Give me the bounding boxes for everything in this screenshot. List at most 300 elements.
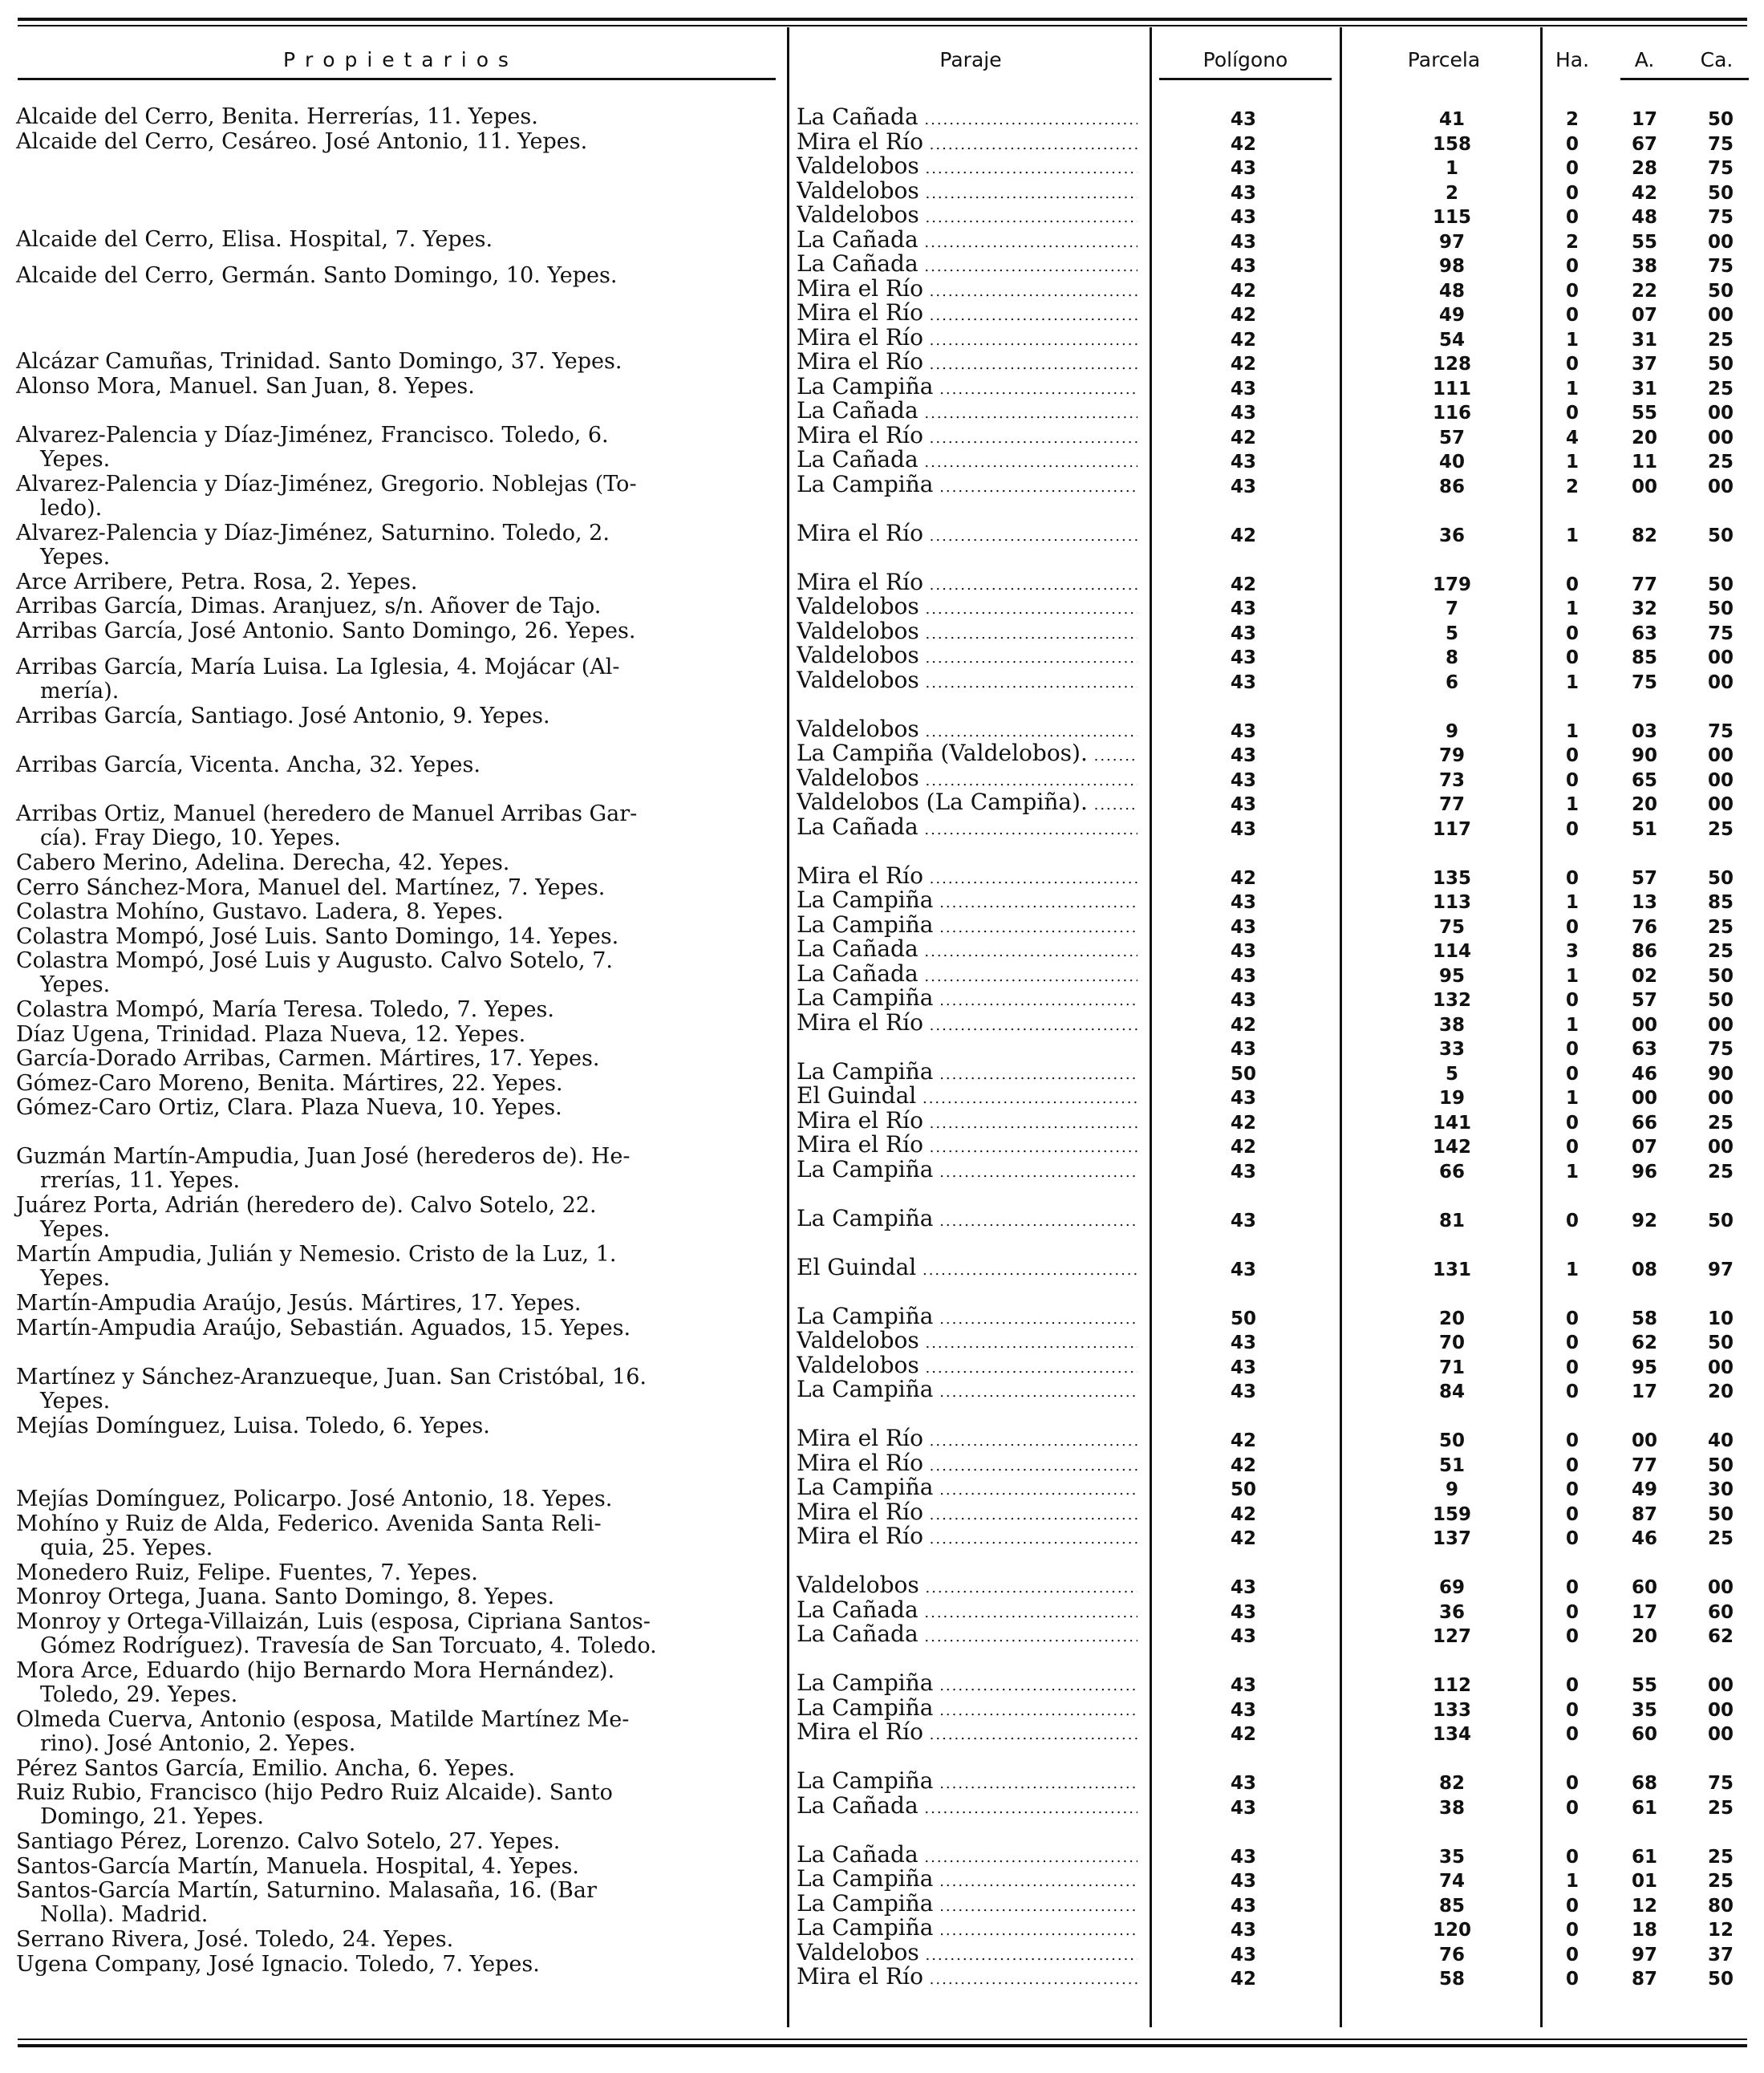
centiareas-cell: 90 — [1707, 1063, 1734, 1085]
owner-text-line: Colastra Mohíno, Gustavo. Ladera, 8. Yepes. — [16, 899, 504, 925]
centiareas-cell: 25 — [1707, 818, 1734, 840]
centiareas-cell: 30 — [1707, 1479, 1734, 1500]
centiareas-cell: 50 — [1707, 354, 1734, 375]
centiareas-cell: 00 — [1707, 647, 1734, 668]
hectareas-cell: 0 — [1565, 182, 1579, 204]
hectareas-cell: 0 — [1565, 1381, 1579, 1402]
hectareas-cell: 1 — [1565, 525, 1579, 546]
areas-cell: 00 — [1631, 1430, 1657, 1451]
parcela-cell: 1 — [1445, 158, 1458, 179]
areas-cell: 55 — [1631, 403, 1657, 424]
hectareas-cell: 0 — [1565, 158, 1579, 179]
hectareas-cell: 0 — [1565, 354, 1579, 375]
poligono-cell: 43 — [1230, 794, 1256, 815]
poligono-cell: 43 — [1230, 378, 1256, 400]
owner-entry — [16, 350, 774, 374]
owner-entry — [16, 1487, 774, 1511]
owner-text-line: Gómez-Caro Moreno, Benita. Mártires, 22. Yepes. — [16, 1070, 563, 1096]
paraje-cell: Mira el Río ..... — [797, 1011, 1137, 1038]
parcela-cell: 40 — [1438, 452, 1465, 473]
poligono-cell: 43 — [1230, 1577, 1256, 1598]
parcela-cell: 116 — [1432, 403, 1471, 424]
paraje-cell: La Campiña (Valdelobos). ..... — [797, 741, 1137, 769]
centiareas-cell: 50 — [1707, 182, 1734, 204]
header-underline — [1159, 78, 1332, 80]
centiareas-cell: 50 — [1707, 1969, 1734, 1990]
areas-cell: 55 — [1631, 231, 1657, 253]
owner-text-line: Toledo, 29. Yepes. — [40, 1682, 238, 1707]
owner-text-line: Nolla). Madrid. — [40, 1902, 209, 1928]
centiareas-cell: 50 — [1707, 867, 1734, 889]
owner-entry — [16, 1879, 774, 1927]
areas-cell: 63 — [1631, 1039, 1657, 1060]
centiareas-cell: 00 — [1707, 1137, 1734, 1158]
areas-cell: 38 — [1631, 256, 1657, 277]
owner-text-line: Arribas García, Vicenta. Ancha, 32. Yepes. — [16, 753, 481, 778]
centiareas-cell: 25 — [1707, 329, 1734, 351]
parcela-cell: 132 — [1432, 990, 1471, 1011]
parcela-cell: 141 — [1432, 1112, 1471, 1134]
centiareas-cell: 75 — [1707, 133, 1734, 155]
areas-cell: 95 — [1631, 1357, 1657, 1378]
poligono-cell: 42 — [1230, 354, 1256, 375]
poligono-cell: 43 — [1230, 109, 1256, 130]
hectareas-cell: 2 — [1565, 109, 1579, 130]
centiareas-cell: 00 — [1707, 1675, 1734, 1696]
owner-text-line: Arribas García, Santiago. José Antonio, 9. Yepes. — [16, 704, 550, 729]
areas-cell: 76 — [1631, 916, 1657, 938]
hectareas-cell: 0 — [1565, 818, 1579, 840]
hectareas-cell: 0 — [1565, 1137, 1579, 1158]
top-rule-thick — [18, 18, 1747, 21]
parcela-cell: 82 — [1438, 1773, 1465, 1794]
owner-text-line: Arribas García, José Antonio. Santo Domingo, 26. Yepes. — [16, 618, 636, 643]
paraje-cell: Valdelobos ..... — [797, 717, 1137, 744]
centiareas-cell: 25 — [1707, 452, 1734, 473]
hectareas-cell: 0 — [1565, 745, 1579, 766]
paraje-cell: La Cañada ..... — [797, 962, 1137, 989]
centiareas-cell: 25 — [1707, 1797, 1734, 1819]
areas-cell: 61 — [1631, 1846, 1657, 1868]
paraje-cell: Valdelobos ..... — [797, 154, 1137, 181]
hectareas-cell: 1 — [1565, 671, 1579, 693]
parcela-cell: 50 — [1438, 1430, 1465, 1451]
parcela-cell: 77 — [1438, 794, 1465, 815]
owner-text-line: mería). — [40, 679, 120, 704]
owner-entry — [16, 1316, 774, 1341]
poligono-cell: 43 — [1230, 158, 1256, 179]
hectareas-cell: 0 — [1565, 1773, 1579, 1794]
owner-text-line: Alvarez-Palencia y Díaz-Jiménez, Gregorio. Noblejas (To- — [16, 471, 637, 497]
poligono-cell: 43 — [1230, 1381, 1256, 1402]
owner-text-line: Martínez y Sánchez-Aranzueque, Juan. San Cristóbal, 16. — [16, 1364, 647, 1389]
parcela-cell: 48 — [1438, 280, 1465, 302]
areas-cell: 58 — [1631, 1308, 1657, 1329]
poligono-cell: 43 — [1230, 1675, 1256, 1696]
poligono-cell: 42 — [1230, 1724, 1256, 1745]
areas-cell: 46 — [1631, 1528, 1657, 1549]
areas-cell: 07 — [1631, 305, 1657, 326]
parcela-cell: 49 — [1438, 305, 1465, 326]
parcela-cell: 133 — [1432, 1699, 1471, 1721]
owner-text-line: Colastra Mompó, María Teresa. Toledo, 7. Yepes. — [16, 997, 554, 1023]
centiareas-cell: 50 — [1707, 598, 1734, 619]
areas-cell: 77 — [1631, 1454, 1657, 1476]
owner-text-line: Monedero Ruiz, Felipe. Fuentes, 7. Yepes. — [16, 1560, 478, 1585]
poligono-cell: 43 — [1230, 818, 1256, 840]
owner-entry — [16, 704, 774, 728]
paraje-cell: La Cañada ..... — [797, 448, 1137, 475]
areas-cell: 22 — [1631, 280, 1657, 302]
centiareas-cell: 00 — [1707, 769, 1734, 791]
owner-entry — [16, 1023, 774, 1047]
areas-cell: 17 — [1631, 1601, 1657, 1623]
poligono-cell: 42 — [1230, 305, 1256, 326]
areas-cell: 28 — [1631, 158, 1657, 179]
owner-entry — [16, 105, 774, 129]
owner-text-line: Ruiz Rubio, Francisco (hijo Pedro Ruiz Alcaide). Santo — [16, 1780, 613, 1806]
parcela-cell: 9 — [1445, 1479, 1458, 1500]
paraje-cell: La Campiña ..... — [797, 1475, 1137, 1503]
areas-cell: 02 — [1631, 965, 1657, 987]
poligono-cell: 43 — [1230, 598, 1256, 619]
paraje-cell: La Campiña ..... — [797, 1671, 1137, 1698]
owner-entry — [16, 949, 774, 997]
areas-cell: 07 — [1631, 1137, 1657, 1158]
owner-text-line: Arce Arribere, Petra. Rosa, 2. Yepes. — [16, 569, 418, 594]
owner-entry — [16, 228, 774, 252]
owner-text-line: Arribas García, Dimas. Aranjuez, s/n. Añover de Tajo. — [16, 594, 602, 619]
hectareas-cell: 1 — [1565, 965, 1579, 987]
hectareas-cell: 1 — [1565, 329, 1579, 351]
parcela-cell: 71 — [1438, 1357, 1465, 1378]
poligono-cell: 43 — [1230, 745, 1256, 766]
centiareas-cell: 00 — [1707, 305, 1734, 326]
poligono-cell: 43 — [1230, 207, 1256, 228]
areas-cell: 20 — [1631, 1626, 1657, 1647]
parcela-cell: 2 — [1445, 182, 1458, 204]
areas-cell: 82 — [1631, 525, 1657, 546]
paraje-cell: La Campiña ..... — [797, 1304, 1137, 1332]
header-poligono: Polígono — [1202, 47, 1288, 71]
owner-text-line: Domingo, 21. Yepes. — [40, 1804, 264, 1830]
hectareas-cell: 2 — [1565, 476, 1579, 497]
poligono-cell: 43 — [1230, 1920, 1256, 1941]
owner-entry — [16, 1096, 774, 1120]
centiareas-cell: 40 — [1707, 1430, 1734, 1451]
poligono-cell: 43 — [1230, 231, 1256, 253]
areas-cell: 32 — [1631, 598, 1657, 619]
parcela-cell: 33 — [1438, 1039, 1465, 1060]
parcela-cell: 135 — [1432, 867, 1471, 889]
centiareas-cell: 25 — [1707, 1112, 1734, 1134]
hectareas-cell: 1 — [1565, 1014, 1579, 1036]
areas-cell: 00 — [1631, 1014, 1657, 1036]
paraje-cell: La Cañada ..... — [797, 1794, 1137, 1821]
parcela-cell: 35 — [1438, 1846, 1465, 1868]
owner-entry — [16, 802, 774, 850]
areas-cell: 63 — [1631, 623, 1657, 644]
paraje-cell: Valdelobos ..... — [797, 1329, 1137, 1356]
owner-text-line: Juárez Porta, Adrián (heredero de). Calvo Sotelo, 22. — [16, 1193, 597, 1219]
parcela-cell: 79 — [1438, 745, 1465, 766]
areas-cell: 61 — [1631, 1797, 1657, 1819]
parcela-cell: 58 — [1438, 1969, 1465, 1990]
paraje-cell: La Cañada ..... — [797, 228, 1137, 255]
areas-cell: 00 — [1631, 476, 1657, 497]
owner-text-line: ledo). — [40, 495, 103, 521]
parcela-cell: 128 — [1432, 354, 1471, 375]
hectareas-cell: 0 — [1565, 1969, 1579, 1990]
paraje-cell: La Cañada ..... — [797, 105, 1137, 132]
parcela-cell: 7 — [1445, 598, 1458, 619]
areas-cell: 96 — [1631, 1161, 1657, 1183]
hectareas-cell: 0 — [1565, 280, 1579, 302]
header-parcela: Parcela — [1407, 47, 1481, 71]
column-divider — [1540, 27, 1543, 2027]
paraje-cell: La Campiña ..... — [797, 1916, 1137, 1943]
areas-cell: 68 — [1631, 1773, 1657, 1794]
areas-cell: 85 — [1631, 647, 1657, 668]
poligono-cell: 43 — [1230, 452, 1256, 473]
poligono-cell: 42 — [1230, 1454, 1256, 1476]
centiareas-cell: 75 — [1707, 720, 1734, 742]
hectareas-cell: 0 — [1565, 403, 1579, 424]
hectareas-cell: 0 — [1565, 1479, 1579, 1500]
areas-cell: 57 — [1631, 867, 1657, 889]
areas-cell: 48 — [1631, 207, 1657, 228]
owner-entry — [16, 1659, 774, 1707]
owner-entry — [16, 1585, 774, 1609]
poligono-cell: 42 — [1230, 1430, 1256, 1451]
poligono-cell: 43 — [1230, 1871, 1256, 1892]
owner-text-line: Pérez Santos García, Emilio. Ancha, 6. Yepes. — [16, 1755, 516, 1781]
owner-text-line: Alcaide del Cerro, Cesáreo. José Antonio, 11. Yepes. — [16, 128, 588, 154]
paraje-cell: La Campiña ..... — [797, 1769, 1137, 1796]
poligono-cell: 43 — [1230, 1357, 1256, 1378]
paraje-cell: La Cañada ..... — [797, 1598, 1137, 1625]
owner-text-line: Gómez-Caro Ortiz, Clara. Plaza Nueva, 10. Yepes. — [16, 1095, 562, 1121]
header-ca: Ca. — [1700, 47, 1734, 71]
header-a: A. — [1634, 47, 1655, 71]
parcela-cell: 66 — [1438, 1161, 1465, 1183]
areas-cell: 51 — [1631, 818, 1657, 840]
paraje-cell: Mira el Río ..... — [797, 424, 1137, 451]
hectareas-cell: 0 — [1565, 1724, 1579, 1745]
header-underline — [1620, 78, 1749, 80]
centiareas-cell: 75 — [1707, 1773, 1734, 1794]
parcela-cell: 57 — [1438, 427, 1465, 448]
owner-entry — [16, 1243, 774, 1291]
owner-entry — [16, 876, 774, 900]
areas-cell: 87 — [1631, 1969, 1657, 1990]
hectareas-cell: 2 — [1565, 231, 1579, 253]
areas-cell: 35 — [1631, 1699, 1657, 1721]
owner-text-line: Yepes. — [40, 544, 111, 570]
owner-entry — [16, 998, 774, 1022]
paraje-cell: Mira el Río ..... — [797, 1133, 1137, 1160]
paraje-cell: El Guindal ..... — [797, 1256, 1137, 1283]
areas-cell: 31 — [1631, 378, 1657, 400]
poligono-cell: 43 — [1230, 1846, 1256, 1868]
areas-cell: 42 — [1631, 182, 1657, 204]
owner-entry — [16, 851, 774, 875]
areas-cell: 18 — [1631, 1920, 1657, 1941]
poligono-cell: 42 — [1230, 525, 1256, 546]
poligono-cell: 43 — [1230, 1944, 1256, 1965]
poligono-cell: 43 — [1230, 1259, 1256, 1280]
centiareas-cell: 75 — [1707, 256, 1734, 277]
paraje-cell: La Campiña ..... — [797, 1207, 1137, 1234]
parcela-cell: 98 — [1438, 256, 1465, 277]
poligono-cell: 42 — [1230, 1503, 1256, 1525]
paraje-cell: Mira el Río ..... — [797, 1451, 1137, 1479]
centiareas-cell: 00 — [1707, 1014, 1734, 1036]
poligono-cell: 42 — [1230, 867, 1256, 889]
hectareas-cell: 0 — [1565, 1039, 1579, 1060]
bottom-rule-thin — [18, 2039, 1747, 2040]
column-divider — [1340, 27, 1342, 2027]
owner-text-line: Mora Arce, Eduardo (hijo Bernardo Mora Hernández). — [16, 1657, 615, 1683]
parcela-cell: 112 — [1432, 1675, 1471, 1696]
centiareas-cell: 25 — [1707, 378, 1734, 400]
hectareas-cell: 0 — [1565, 1503, 1579, 1525]
centiareas-cell: 50 — [1707, 965, 1734, 987]
parcela-cell: 85 — [1438, 1895, 1465, 1917]
areas-cell: 75 — [1631, 671, 1657, 693]
poligono-cell: 42 — [1230, 427, 1256, 448]
hectareas-cell: 1 — [1565, 378, 1579, 400]
poligono-cell: 43 — [1230, 476, 1256, 497]
centiareas-cell: 75 — [1707, 207, 1734, 228]
poligono-cell: 43 — [1230, 1210, 1256, 1231]
owner-entry — [16, 619, 774, 643]
centiareas-cell: 37 — [1707, 1944, 1734, 1965]
owner-entry — [16, 375, 774, 399]
bottom-rule-thick — [18, 2044, 1747, 2047]
parcela-cell: 114 — [1432, 941, 1471, 962]
centiareas-cell: 00 — [1707, 794, 1734, 815]
areas-cell: 60 — [1631, 1724, 1657, 1745]
owner-text-line: Cerro Sánchez-Mora, Manuel del. Martínez, 7. Yepes. — [16, 874, 606, 900]
centiareas-cell: 50 — [1707, 1454, 1734, 1476]
poligono-cell: 43 — [1230, 647, 1256, 668]
hectareas-cell: 1 — [1565, 1871, 1579, 1892]
paraje-cell: La Campiña ..... — [797, 375, 1137, 402]
areas-cell: 08 — [1631, 1259, 1657, 1280]
owner-text-line: Yepes. — [40, 972, 111, 998]
paraje-cell: La Cañada ..... — [797, 1843, 1137, 1870]
paraje-cell: Mira el Río ..... — [797, 1500, 1137, 1527]
hectareas-cell: 1 — [1565, 452, 1579, 473]
hectareas-cell: 0 — [1565, 867, 1579, 889]
parcela-cell: 81 — [1438, 1210, 1465, 1231]
poligono-cell: 42 — [1230, 280, 1256, 302]
hectareas-cell: 0 — [1565, 1601, 1579, 1623]
owner-text-line: Yepes. — [40, 1388, 111, 1414]
paraje-cell: Mira el Río ..... — [797, 130, 1137, 157]
column-divider — [1150, 27, 1152, 2027]
areas-cell: 67 — [1631, 133, 1657, 155]
poligono-cell: 42 — [1230, 133, 1256, 155]
poligono-cell: 43 — [1230, 1333, 1256, 1353]
hectareas-cell: 0 — [1565, 623, 1579, 644]
owner-text-line: Cabero Merino, Adelina. Derecha, 42. Yepes. — [16, 850, 510, 876]
parcela-cell: 6 — [1445, 671, 1458, 693]
parcela-cell: 86 — [1438, 476, 1465, 497]
parcela-cell: 75 — [1438, 916, 1465, 938]
poligono-cell: 43 — [1230, 1039, 1256, 1060]
owner-text-line: Serrano Rivera, José. Toledo, 24. Yepes. — [16, 1927, 454, 1953]
owner-entry — [16, 655, 774, 704]
hectareas-cell: 0 — [1565, 916, 1579, 938]
areas-cell: 17 — [1631, 109, 1657, 130]
paraje-cell: Mira el Río ..... — [797, 277, 1137, 304]
paraje-cell: La Campiña ..... — [797, 888, 1137, 915]
parcela-cell: 36 — [1438, 525, 1465, 546]
paraje-cell: Valdelobos ..... — [797, 594, 1137, 622]
parcela-cell: 84 — [1438, 1381, 1465, 1402]
hectareas-cell: 0 — [1565, 1920, 1579, 1941]
hectareas-cell: 0 — [1565, 647, 1579, 668]
hectareas-cell: 0 — [1565, 1063, 1579, 1085]
centiareas-cell: 00 — [1707, 476, 1734, 497]
owner-text-line: quia, 25. Yepes. — [40, 1535, 213, 1560]
hectareas-cell: 0 — [1565, 1797, 1579, 1819]
areas-cell: 13 — [1631, 892, 1657, 913]
centiareas-cell: 10 — [1707, 1308, 1734, 1329]
paraje-cell: La Campiña ..... — [797, 1158, 1137, 1185]
owner-entry — [16, 130, 774, 154]
centiareas-cell: 50 — [1707, 1210, 1734, 1231]
poligono-cell: 43 — [1230, 1699, 1256, 1721]
top-rule-thin — [18, 25, 1747, 26]
areas-cell: 60 — [1631, 1577, 1657, 1598]
paraje-cell: La Campiña ..... — [797, 473, 1137, 500]
parcela-cell: 51 — [1438, 1454, 1465, 1476]
centiareas-cell: 50 — [1707, 1333, 1734, 1353]
parcela-cell: 5 — [1445, 623, 1458, 644]
hectareas-cell: 0 — [1565, 1308, 1579, 1329]
areas-cell: 62 — [1631, 1333, 1657, 1353]
centiareas-cell: 00 — [1707, 1357, 1734, 1378]
centiareas-cell: 20 — [1707, 1381, 1734, 1402]
owner-text-line: rino). José Antonio, 2. Yepes. — [40, 1730, 356, 1756]
areas-cell: 01 — [1631, 1871, 1657, 1892]
paraje-cell: Valdelobos ..... — [797, 1353, 1137, 1381]
centiareas-cell: 85 — [1707, 892, 1734, 913]
paraje-cell: Valdelobos ..... — [797, 179, 1137, 206]
parcela-cell: 54 — [1438, 329, 1465, 351]
centiareas-cell: 25 — [1707, 941, 1734, 962]
centiareas-cell: 75 — [1707, 623, 1734, 644]
owner-text-line: Martín-Ampudia Araújo, Jesús. Mártires, 17. Yepes. — [16, 1291, 582, 1316]
owner-entry — [16, 1512, 774, 1560]
parcela-cell: 95 — [1438, 965, 1465, 987]
paraje-cell: Mira el Río ..... — [797, 1426, 1137, 1454]
hectareas-cell: 0 — [1565, 574, 1579, 595]
paraje-cell: La Cañada ..... — [797, 399, 1137, 426]
paraje-cell: Mira el Río ..... — [797, 570, 1137, 598]
centiareas-cell: 50 — [1707, 109, 1734, 130]
areas-cell: 87 — [1631, 1503, 1657, 1525]
poligono-cell: 43 — [1230, 623, 1256, 644]
areas-cell: 65 — [1631, 769, 1657, 791]
centiareas-cell: 12 — [1707, 1920, 1734, 1941]
parcela-cell: 73 — [1438, 769, 1465, 791]
hectareas-cell: 0 — [1565, 305, 1579, 326]
areas-cell: 86 — [1631, 941, 1657, 962]
